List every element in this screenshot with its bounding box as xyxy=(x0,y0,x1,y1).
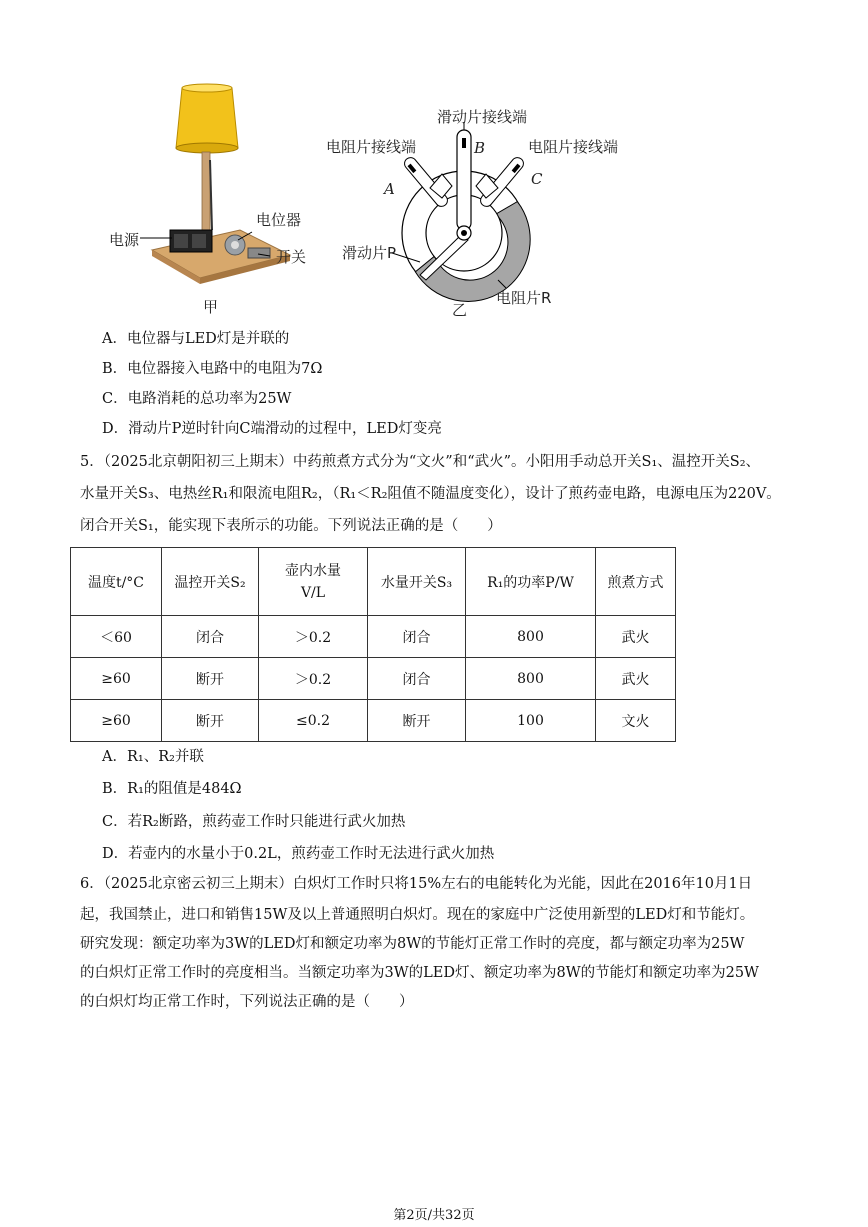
label-potentiometer: 电位器 xyxy=(256,211,302,229)
q6-stem-line-4: 的白炽灯正常工作时的亮度相当。当额定功率为3W的LED灯、额定功率为8W的节能灯和额定功率为25W xyxy=(80,965,759,981)
header-temp-switch: 温控开关S₂ xyxy=(162,548,259,616)
label-resistor: 电阻片R xyxy=(496,289,552,307)
label-left-terminal: 电阻片接线端 xyxy=(326,138,417,156)
q5-option-c: C．若R₂断路，煎药壶工作时只能进行武火加热 xyxy=(102,814,406,830)
table-cell: 闭合 xyxy=(368,658,466,700)
table-cell: 武火 xyxy=(596,658,676,700)
q6-stem-line-2: 起，我国禁止，进口和销售15W及以上普通照明白炽灯。现在的家庭中广泛使用新型的LED灯和节能灯。 xyxy=(80,907,755,923)
table-cell: 闭合 xyxy=(162,616,259,658)
table-cell: ≥60 xyxy=(71,700,162,742)
q4-option-b: B．电位器接入电路中的电阻为7Ω xyxy=(102,361,323,377)
label-b: B xyxy=(474,139,486,157)
q5-option-d: D．若壶内的水量小于0.2L，煎药壶工作时无法进行武火加热 xyxy=(102,846,495,862)
table-row xyxy=(71,616,676,658)
q5-stem-line-2: 水量开关S₃、电热丝R₁和限流电阻R₂，（R₁＜R₂阻值不随温度变化），设计了煎药壶电路，电源电压为220V。 xyxy=(80,486,781,502)
q6-stem-line-5: 的白炽灯均正常工作时，下列说法正确的是（ ） xyxy=(80,994,414,1010)
table-row xyxy=(71,700,676,742)
q5-table xyxy=(70,547,676,742)
q4-option-a: A．电位器与LED灯是并联的 xyxy=(102,331,290,347)
header-temperature: 温度t/°C xyxy=(71,548,162,616)
label-wiper-p: 滑动片P xyxy=(342,244,397,262)
table-cell: ≤0.2 xyxy=(259,700,368,742)
table-cell: 100 xyxy=(466,700,596,742)
page-footer: 第2页/共32页 xyxy=(393,1208,475,1223)
label-a: A xyxy=(384,180,395,198)
header-water-volume-line-2: V/L xyxy=(300,584,326,601)
table-cell: 断开 xyxy=(368,700,466,742)
table-row xyxy=(71,658,676,700)
q6-stem-line-3: 研究发现：额定功率为3W的LED灯和额定功率为8W的节能灯正常工作时的亮度，都与额定功率为25W xyxy=(80,936,745,952)
header-water-volume xyxy=(259,548,368,616)
header-water-volume-line-1: 壶内水量 xyxy=(285,562,341,579)
label-switch: 开关 xyxy=(276,248,307,266)
header-water-switch: 水量开关S₃ xyxy=(368,548,466,616)
q6-stem-line-1: 6．（2025北京密云初三上期末）白炽灯工作时只将15%左右的电能转化为光能，因此在2016年10月1日 xyxy=(80,876,753,892)
q5-stem-line-3: 闭合开关S₁，能实现下表所示的功能。下列说法正确的是（ ） xyxy=(80,518,502,534)
q5-option-a: A．R₁、R₂并联 xyxy=(102,749,204,765)
label-right-terminal: 电阻片接线端 xyxy=(528,138,619,156)
table-cell: 断开 xyxy=(162,700,259,742)
table-cell: ＞0.2 xyxy=(259,616,368,658)
table-cell: ≥60 xyxy=(71,658,162,700)
q4-option-d: D．滑动片P逆时针向C端滑动的过程中，LED灯变亮 xyxy=(102,421,442,437)
label-power: 电源 xyxy=(109,231,140,249)
label-wiper-terminal: 滑动片接线端 xyxy=(437,108,528,126)
table-cell: ＜60 xyxy=(71,616,162,658)
potentiometer-diagram xyxy=(330,100,630,315)
table-header-row xyxy=(71,548,676,616)
caption-yi: 乙 xyxy=(452,301,468,319)
table-cell: 文火 xyxy=(596,700,676,742)
caption-jia: 甲 xyxy=(203,298,219,316)
table-cell: 800 xyxy=(466,658,596,700)
table-cell: ＞0.2 xyxy=(259,658,368,700)
lamp-figure xyxy=(100,80,320,320)
q5-option-b: B．R₁的阻值是484Ω xyxy=(102,781,242,797)
table-cell: 断开 xyxy=(162,658,259,700)
table-cell: 800 xyxy=(466,616,596,658)
q5-stem-line-1: 5．（2025北京朝阳初三上期末）中药煎煮方式分为“文火”和“武火”。小阳用手动总开关S₁、温控开关S₂、 xyxy=(80,454,761,470)
q4-option-c: C．电路消耗的总功率为25W xyxy=(102,391,292,407)
table-cell: 武火 xyxy=(596,616,676,658)
label-c: C xyxy=(531,170,543,188)
table-cell: 闭合 xyxy=(368,616,466,658)
header-method: 煎煮方式 xyxy=(596,548,676,616)
header-r1-power: R₁的功率P/W xyxy=(466,548,596,616)
